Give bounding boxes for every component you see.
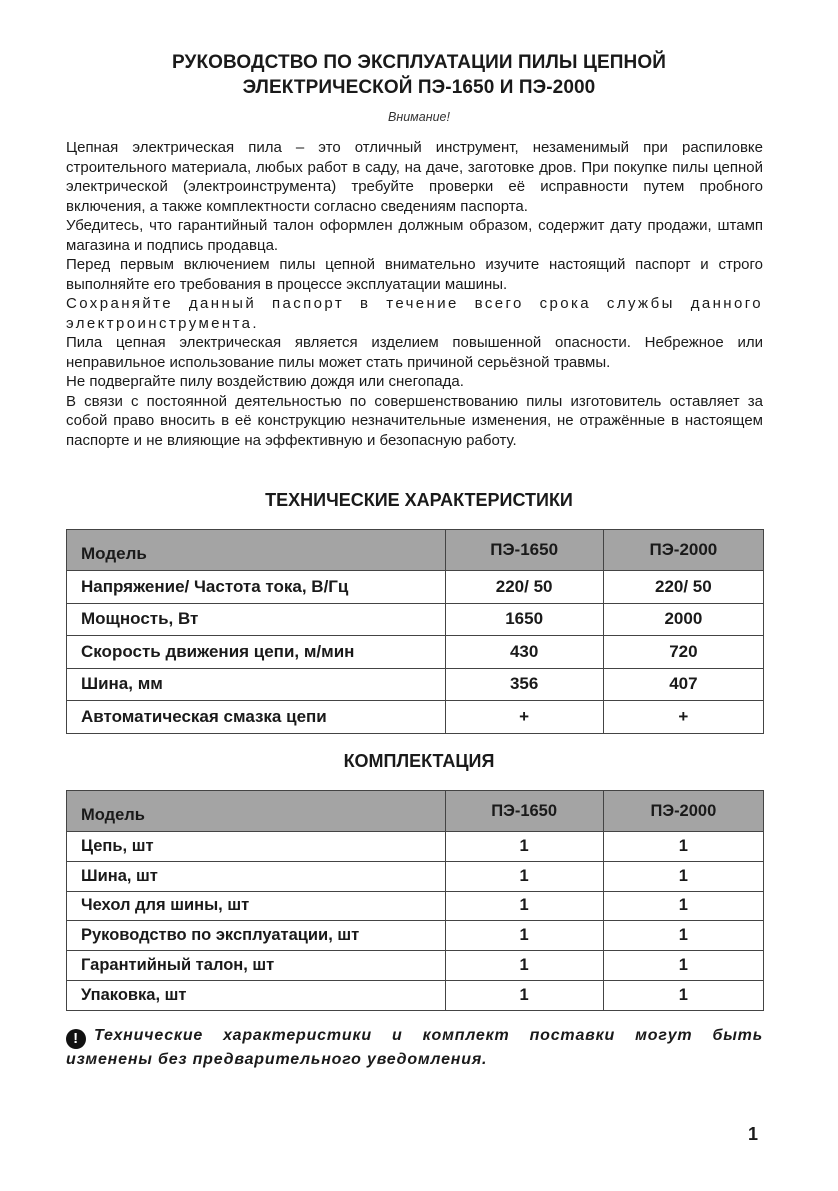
- table-row: [67, 832, 764, 862]
- exclamation-icon: !: [66, 1029, 86, 1049]
- header-cell-pe2000: ПЭ-2000: [603, 530, 763, 571]
- header-cell-pe1650: ПЭ-1650: [445, 791, 603, 832]
- intro-paragraph: Пила цепная электрическая является изделием повышенной опасности. Небрежное или неправильное использование пилы может стать причиной серьёзной травмы.: [66, 334, 763, 371]
- row-label: Скорость движения цепи, м/мин: [67, 636, 446, 669]
- row-label: Гарантийный талон, шт: [67, 951, 446, 981]
- page-number: 1: [747, 1124, 758, 1144]
- row-label: Мощность, Вт: [67, 603, 446, 636]
- table-row: [67, 636, 764, 669]
- table-header-row: [67, 530, 764, 571]
- row-label: Шина, шт: [67, 861, 446, 891]
- cell-pe2000: 2000: [603, 603, 763, 636]
- cell-pe2000: +: [603, 701, 763, 734]
- cell-pe1650: +: [445, 701, 603, 734]
- kit-table: [66, 790, 764, 1011]
- intro-paragraph: Перед первым включением пилы цепной внимательно изучите настоящий паспорт и строго выполняйте его требования в процессе эксплуатации машины.: [66, 256, 763, 293]
- cell-pe2000: 1: [603, 951, 763, 981]
- cell-pe2000: 1: [603, 861, 763, 891]
- cell-pe1650: 1650: [445, 603, 603, 636]
- attention-subtitle: Внимание!: [388, 110, 450, 124]
- table-row: [67, 571, 764, 604]
- intro-paragraph: Убедитесь, что гарантийный талон оформлен должным образом, содержит дату продажи, штамп магазина и подпись продавца.: [66, 217, 763, 254]
- row-label: Цепь, шт: [67, 832, 446, 862]
- cell-pe1650: 1: [445, 980, 603, 1010]
- table-row: [67, 603, 764, 636]
- table-row: [67, 921, 764, 951]
- cell-pe2000: 720: [603, 636, 763, 669]
- row-label: Напряжение/ Частота тока, В/Гц: [67, 571, 446, 604]
- table-row: [67, 701, 764, 734]
- intro-paragraph: Цепная электрическая пила – это отличный инструмент, незаменимый при распиловке строительного материала, любых работ в саду, на даче, заготовке дров. При покупке пилы цепной электрической (электроинструмента) требуйте проверки её исправности путем пробного включения, а также комплектности согласно сведениям паспорта.: [66, 139, 763, 215]
- table-row: [67, 861, 764, 891]
- tech-specs-table: [66, 529, 764, 734]
- table-row: [67, 891, 764, 921]
- page-title: [0, 50, 838, 100]
- intro-paragraph: В связи с постоянной деятельностью по совершенствованию пилы изготовитель оставляет за собой право вносить в её конструкцию незначительные изменения, не отражённые в настоящем паспорте и не влияющие на эффективную и безопасную работу.: [66, 392, 763, 449]
- header-cell-model: Модель: [67, 530, 446, 571]
- intro-text: [66, 138, 763, 450]
- intro-paragraph: Сохраняйте данный паспорт в течение всего срока службы данного электроинструмента.: [66, 295, 763, 332]
- table-row: [67, 951, 764, 981]
- cell-pe1650: 1: [445, 861, 603, 891]
- cell-pe2000: 1: [603, 891, 763, 921]
- cell-pe1650: 1: [445, 832, 603, 862]
- row-label: Руководство по эксплуатации, шт: [67, 921, 446, 951]
- notice: [66, 1025, 763, 1071]
- cell-pe2000: 220/ 50: [603, 571, 763, 604]
- cell-pe1650: 1: [445, 891, 603, 921]
- header-cell-model: Модель: [67, 791, 446, 832]
- kit-heading: КОМПЛЕКТАЦИЯ: [343, 751, 495, 771]
- intro-paragraph: Не подвергайте пилу воздействию дождя или снегопада.: [66, 373, 464, 390]
- table-row: [67, 980, 764, 1010]
- cell-pe1650: 220/ 50: [445, 571, 603, 604]
- row-label: Шина, мм: [67, 668, 446, 701]
- row-label: Упаковка, шт: [67, 980, 446, 1010]
- cell-pe2000: 1: [603, 980, 763, 1010]
- notice-text: Технические характеристики и комплект поставки могут быть изменены без предварительного уведомления.: [66, 1027, 763, 1068]
- table-header-row: [67, 791, 764, 832]
- cell-pe1650: 1: [445, 921, 603, 951]
- header-cell-pe2000: ПЭ-2000: [603, 791, 763, 832]
- cell-pe1650: 1: [445, 951, 603, 981]
- cell-pe1650: 430: [445, 636, 603, 669]
- title-line-1: РУКОВОДСТВО ПО ЭКСПЛУАТАЦИИ ПИЛЫ ЦЕПНОЙ: [172, 52, 666, 73]
- cell-pe2000: 1: [603, 921, 763, 951]
- row-label: Автоматическая смазка цепи: [67, 701, 446, 734]
- title-line-2: ЭЛЕКТРИЧЕСКОЙ ПЭ-1650 И ПЭ-2000: [242, 77, 596, 98]
- cell-pe2000: 407: [603, 668, 763, 701]
- row-label: Чехол для шины, шт: [67, 891, 446, 921]
- cell-pe2000: 1: [603, 832, 763, 862]
- header-cell-pe1650: ПЭ-1650: [445, 530, 603, 571]
- cell-pe1650: 356: [445, 668, 603, 701]
- tech-specs-heading: ТЕХНИЧЕСКИЕ ХАРАКТЕРИСТИКИ: [265, 490, 573, 510]
- table-row: [67, 668, 764, 701]
